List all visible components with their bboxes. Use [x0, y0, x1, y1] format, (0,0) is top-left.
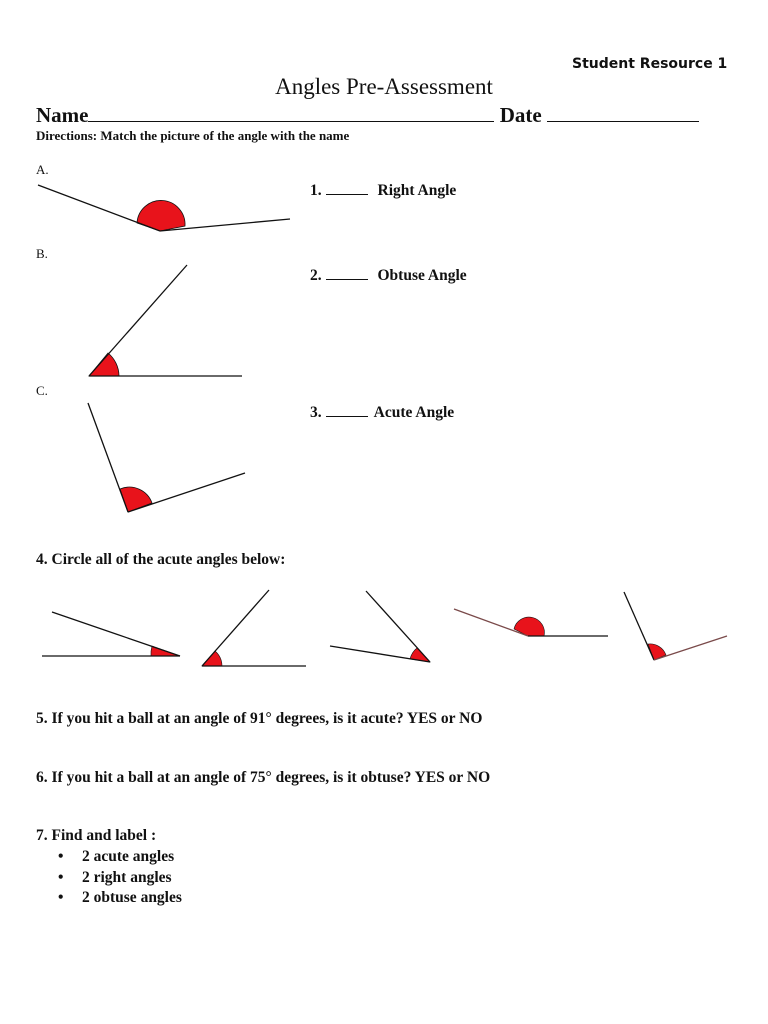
- picture-label-b: B.: [36, 246, 48, 261]
- list-item: • 2 right angles: [58, 868, 172, 886]
- bullet-icon: •: [58, 868, 64, 886]
- q4-angle-1: [42, 612, 180, 656]
- angle-marker: [89, 353, 119, 376]
- match-name: Acute Angle: [373, 404, 455, 421]
- list-item: • 2 obtuse angles: [58, 889, 182, 906]
- match-number: 3.: [310, 404, 322, 421]
- angle-ray: [89, 265, 187, 376]
- angle-marker: [202, 651, 222, 666]
- question-7: 7. Find and label :: [36, 827, 157, 844]
- picture-label-c: C.: [36, 383, 48, 398]
- angle-ray: [202, 590, 269, 666]
- angle-marker: [120, 487, 152, 512]
- question-6: 6. If you hit a ball at an angle of 75° degrees, is it obtuse? YES or NO: [36, 769, 491, 786]
- picture-label-a: A.: [36, 162, 49, 177]
- directions: Directions: Match the picture of the angle with the name: [36, 128, 350, 143]
- angle-b-figure: [89, 265, 242, 376]
- angle-ray: [38, 185, 160, 231]
- angle-ray: [654, 636, 727, 660]
- angle-a-figure: [38, 185, 290, 231]
- question-5: 5. If you hit a ball at an angle of 91° degrees, is it acute? YES or NO: [36, 710, 483, 727]
- angle-ray: [88, 403, 128, 512]
- q4-angle-5: [624, 592, 727, 660]
- page-title: Angles Pre-Assessment: [275, 74, 493, 99]
- match-name: Obtuse Angle: [377, 267, 467, 284]
- angle-ray: [366, 591, 430, 662]
- angle-ray: [128, 473, 245, 512]
- q4-angle-3: [330, 591, 430, 662]
- question-4: 4. Circle all of the acute angles below:: [36, 551, 286, 568]
- angle-ray: [52, 612, 180, 656]
- match-number: 1.: [310, 182, 322, 199]
- angle-marker: [137, 200, 185, 231]
- name-label: Name: [36, 103, 89, 127]
- angle-c-figure: [88, 403, 245, 512]
- q4-angle-4: [454, 609, 608, 636]
- date-label: Date: [499, 103, 542, 127]
- angle-ray: [624, 592, 654, 660]
- match-name: Right Angle: [377, 182, 457, 199]
- bullet-icon: •: [58, 889, 64, 906]
- bullet-icon: •: [58, 848, 64, 865]
- q4-angle-2: [202, 590, 306, 666]
- match-number: 2.: [310, 267, 322, 284]
- resource-label: Student Resource 1: [572, 56, 728, 72]
- list-item: • 2 acute angles: [58, 848, 175, 865]
